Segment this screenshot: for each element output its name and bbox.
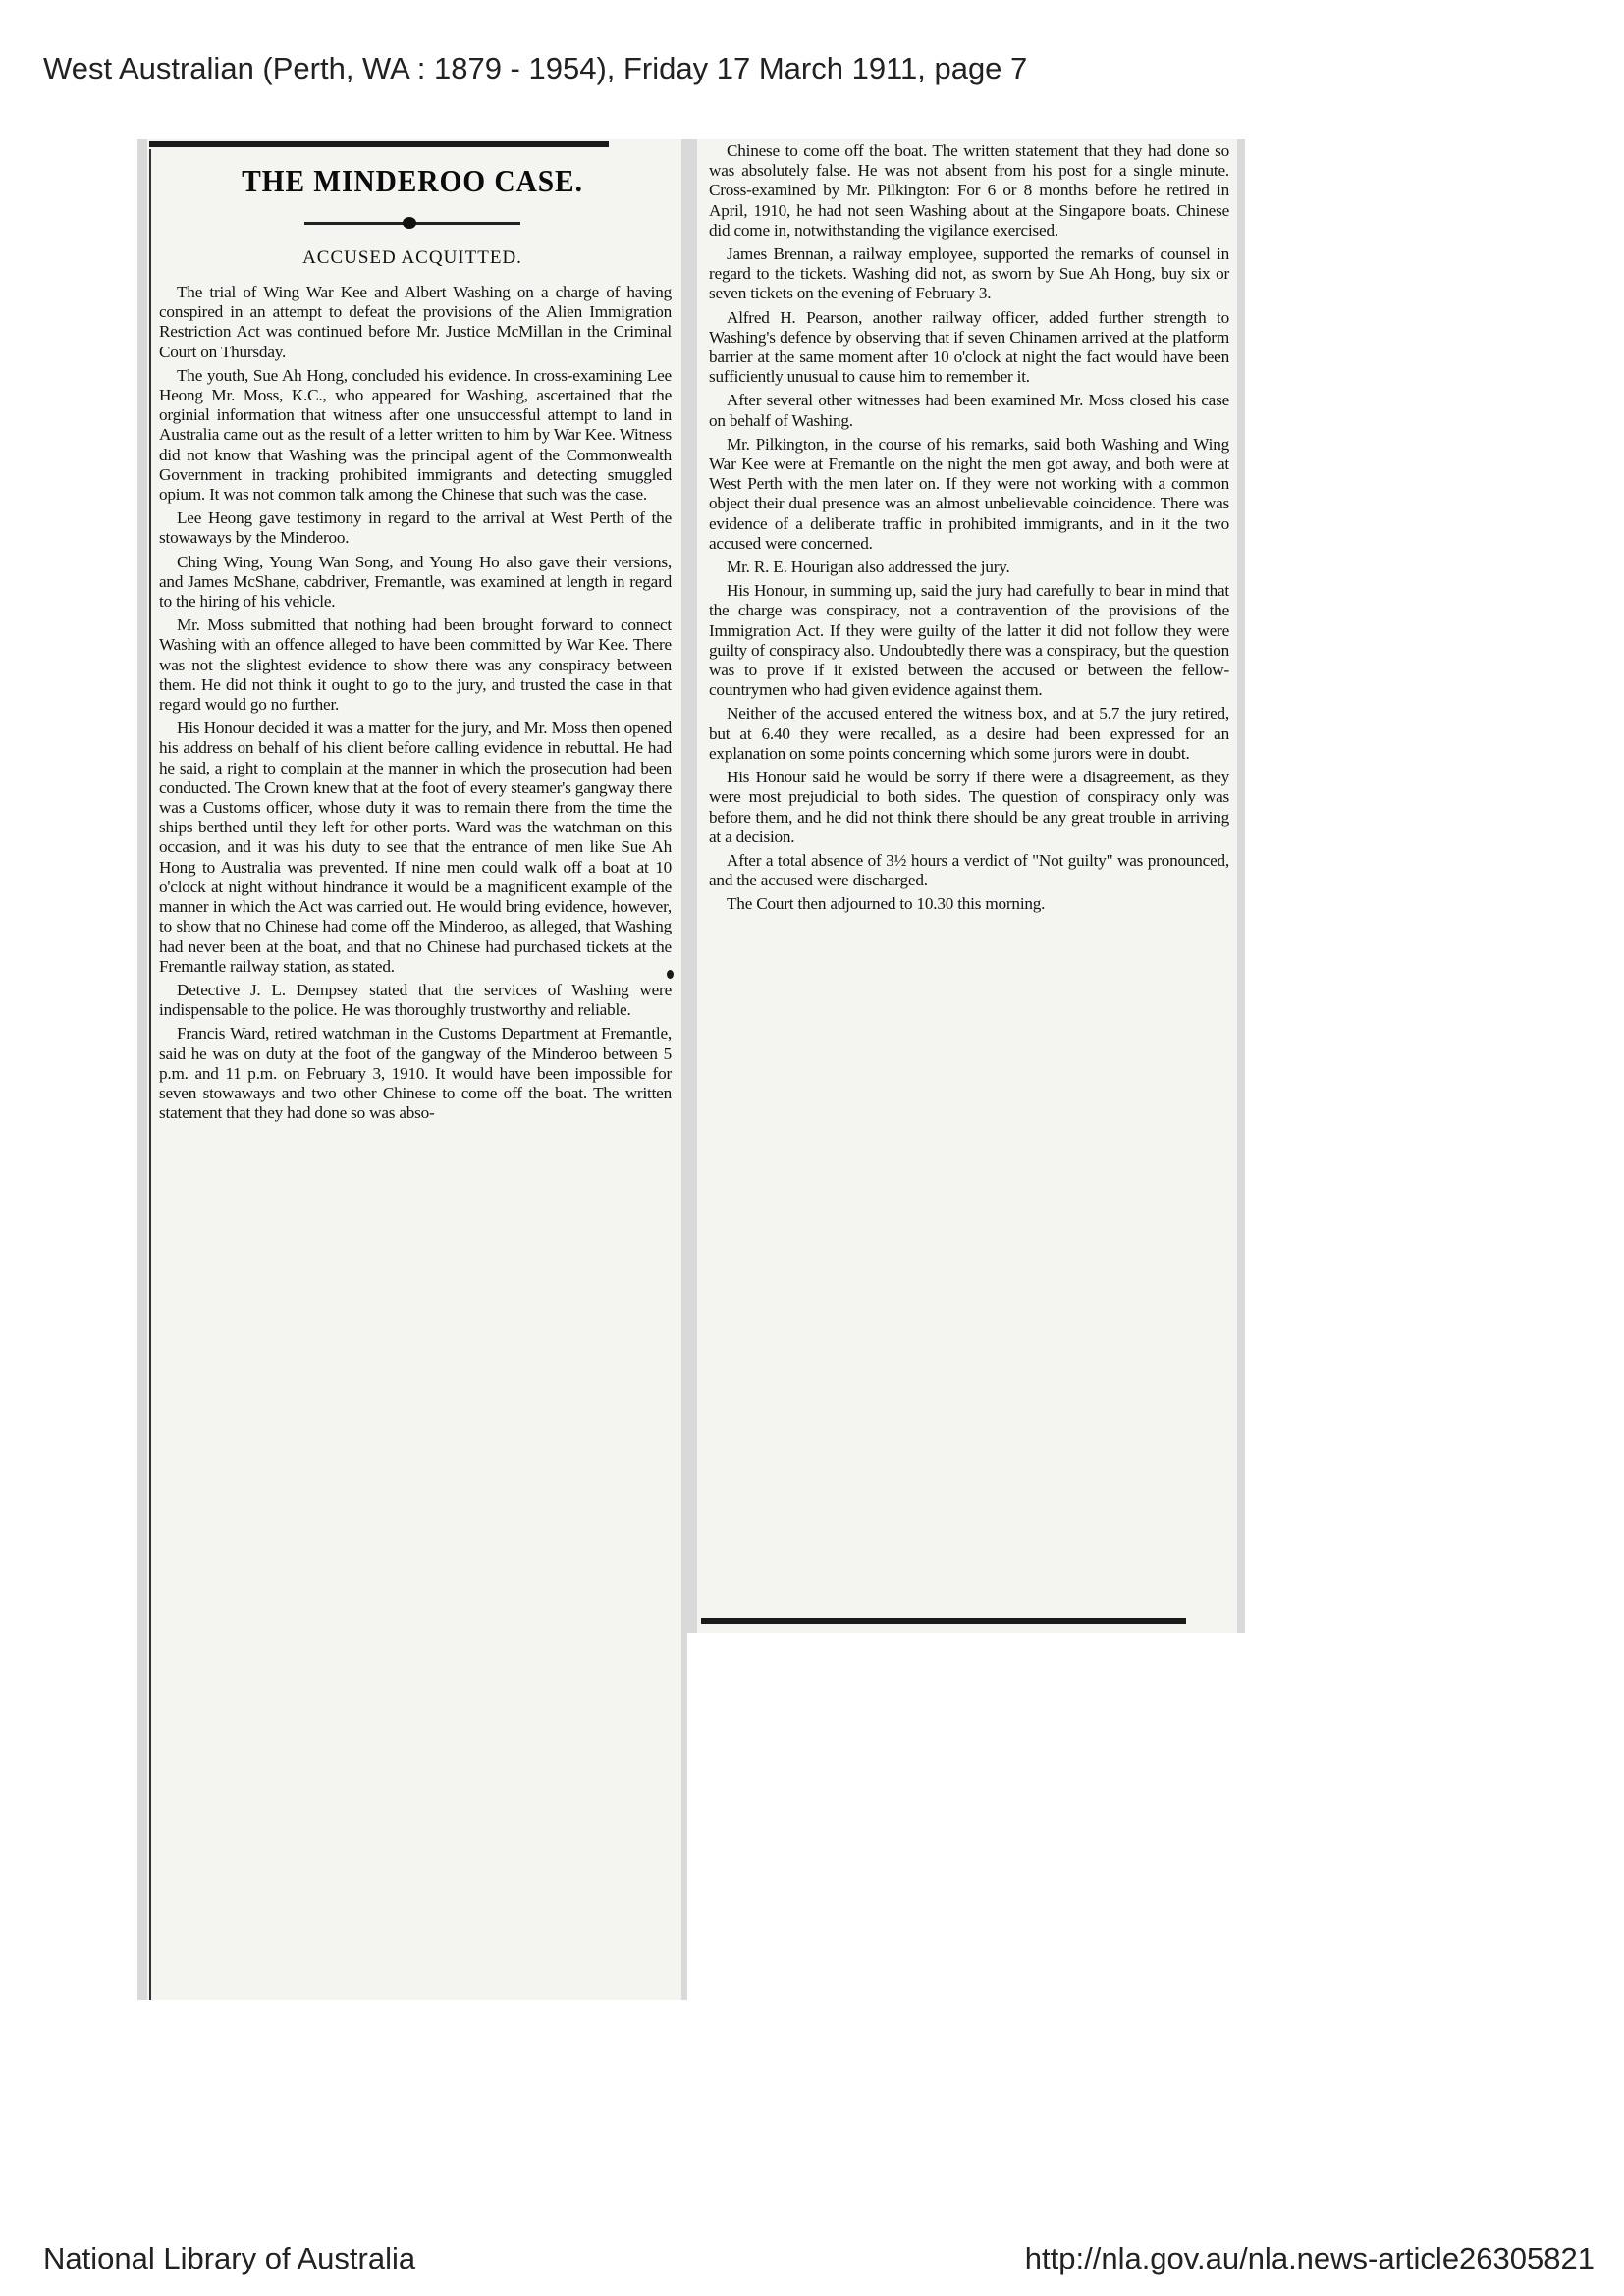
paragraph: The trial of Wing War Kee and Albert Washing on a charge of having conspired in an attempt to defeat the provisions of the Alien Immigration Restriction Act was continued before Mr. Justice McMillan in the Criminal Court on Thursday.: [159, 283, 672, 361]
print-smudge: [667, 970, 674, 979]
paragraph: James Brennan, a railway employee, supported the remarks of counsel in regard to the tickets. Washing did not, as sworn by Sue Ah Hong, buy six or seven tickets on the evening of February 3.: [709, 244, 1229, 303]
left-column-text: [159, 283, 672, 1127]
paragraph: The youth, Sue Ah Hong, concluded his evidence. In cross-examining Lee Heong Mr. Moss, K.C., who appeared for Washing, ascertained that the orginial information that witness after one unsuccessful attempt to land in Australia came out as the result of a letter written to him by War Kee. Witness did not know that Washing was the principal agent of the Commonwealth Government in tracking prohibited immigrants and detecting smuggled opium. It was not common talk among the Chinese that such was the case.: [159, 365, 672, 505]
article-headline: THE MINDEROO CASE.: [242, 163, 583, 198]
footer-publisher: National Library of Australia: [43, 2241, 416, 2275]
paragraph: Ching Wing, Young Wan Song, and Young Ho also gave their versions, and James McShane, cabdriver, Fremantle, was examined at length in regard to the hiring of his vehicle.: [159, 552, 672, 612]
paragraph: His Honour said he would be sorry if there were a disagreement, as they were most prejudicial to both sides. The question of conspiracy only was before them, and he did not think there should be any great trouble in arriving at a decision.: [709, 768, 1229, 846]
paragraph: Detective J. L. Dempsey stated that the services of Washing were indispensable to the police. He was thoroughly trustworthy and reliable.: [159, 980, 672, 1020]
footer-url[interactable]: http://nla.gov.au/nla.news-article26305821: [1024, 2241, 1595, 2275]
paragraph: Lee Heong gave testimony in regard to the arrival at West Perth of the stowaways by the Minderoo.: [159, 508, 672, 548]
article-subheading: ACCUSED ACQUITTED.: [302, 247, 522, 268]
paragraph: Chinese to come off the boat. The written statement that they had done so was absolutely false. He was not absent from his post for a single minute. Cross-examined by Mr. Pilkington: For 6 or 8 months before he retired in April, 1910, he had not seen Washing about at the Singapore boats. Chinese did come in, notwithstanding the vigilance exercised.: [709, 141, 1229, 240]
headline-ornament-dot: [403, 217, 416, 229]
top-rule: [149, 141, 609, 147]
paragraph: Neither of the accused entered the witness box, and at 5.7 the jury retired, but at 6.40 they were recalled, as a desire had been expressed for an explanation on some points concerning which some jurors were in doubt.: [709, 704, 1229, 763]
paragraph: Mr. Moss submitted that nothing had been brought forward to connect Washing with an offence alleged to have been committed by War Kee. There was not the slightest evidence to show there was any conspiracy between them. He did not think it ought to go to the jury, and trusted the case in that regard would go no further.: [159, 615, 672, 715]
paragraph: Francis Ward, retired watchman in the Customs Department at Fremantle, said he was on duty at the foot of the gangway of the Minderoo between 5 p.m. and 11 p.m. on February 3, 1910. It would have been impossible for seven stowaways and two other Chinese to come off the boat. The written statement that they had done so was abso-: [159, 1024, 672, 1123]
paragraph: After a total absence of 3½ hours a verdict of "Not guilty" was pronounced, and the accused were discharged.: [709, 850, 1229, 890]
article-column-left: [137, 139, 687, 2000]
column-rule: [149, 149, 151, 2000]
article-column-right: [687, 139, 1245, 1633]
paragraph: After several other witnesses had been examined Mr. Moss closed his case on behalf of Washing.: [709, 391, 1229, 430]
paragraph: Mr. R. E. Hourigan also addressed the jury.: [727, 558, 1010, 577]
paragraph: His Honour, in summing up, said the jury had carefully to bear in mind that the charge was conspiracy, not a contravention of the provisions of the Immigration Act. If they were guilty of the latter it did not follow they were guilty of conspiracy also. Undoubtedly there was a conspiracy, but the question was to prove if it existed between the accused or between the fellow-countrymen who had given evidence against them.: [709, 581, 1229, 700]
paragraph: His Honour decided it was a matter for the jury, and Mr. Moss then opened his address on behalf of his client before calling evidence in rebuttal. He had he said, a right to complain at the manner in which the prosecution had been conducted. The Crown knew that at the foot of every steamer's gangway there was a Customs officer, whose duty it was to remain there from the time the ships berthed until they left for other ports. Ward was the watchman on this occasion, and it was his duty to see that the entrance of men like Sue Ah Hong to Australia was prevented. If nine men could walk off a boat at 10 o'clock at night without hindrance it would be a magnificent example of the manner in which the Act was carried out. He would bring evidence, however, to show that no Chinese had come off the Minderoo, as alleged, that Washing had never been at the boat, and that no Chinese had purchased tickets at the Fremantle railway station, as stated.: [159, 719, 672, 976]
right-column-text: [709, 141, 1229, 919]
paragraph: The Court then adjourned to 10.30 this morning.: [727, 894, 1046, 914]
page-header: West Australian (Perth, WA : 1879 - 1954), Friday 17 March 1911, page 7: [43, 51, 1028, 85]
paragraph: Mr. Pilkington, in the course of his remarks, said both Washing and Wing War Kee were at Fremantle on the night the men got away, and both were at West Perth with the men later on. If they were not working with a common object their dual presence was an almost unbelievable coincidence. There was evidence of a deliberate traffic in prohibited immigrants, and in it the two accused were concerned.: [709, 434, 1229, 553]
paragraph: Alfred H. Pearson, another railway officer, added further strength to Washing's defence by observing that if seven Chinamen arrived at the platform barrier at the same moment after 10 o'clock at night the fact would have been sufficiently unusual to cause him to remember it.: [709, 307, 1229, 387]
end-rule: [701, 1618, 1186, 1624]
